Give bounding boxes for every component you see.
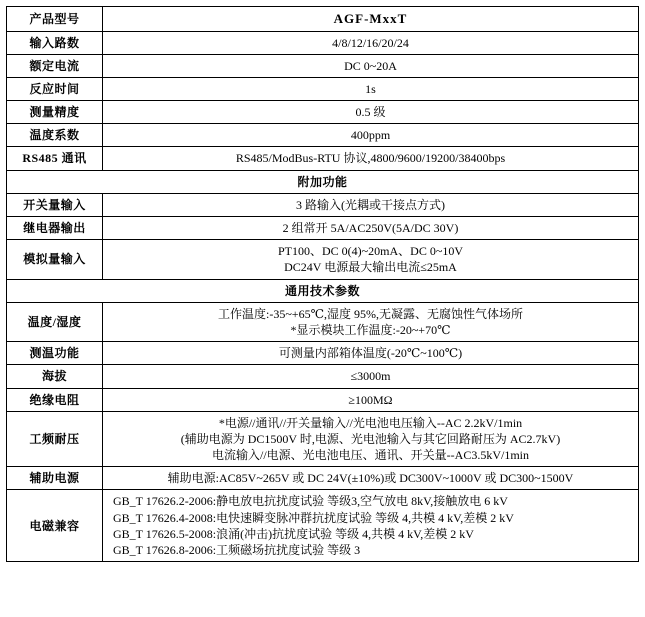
row-value xyxy=(103,411,639,467)
table-row xyxy=(7,54,639,77)
row-value-line: GB_T 17626.4-2008:电快速瞬变脉冲群抗扰度试验 等级 4,共模 4 kV,差模 2 kV xyxy=(113,510,514,525)
row-value: AGF-MxxT xyxy=(103,7,639,32)
table-row xyxy=(7,240,639,279)
table-row xyxy=(7,342,639,365)
table-row xyxy=(7,31,639,54)
row-value-line: GB_T 17626.5-2008:浪涌(冲击)抗扰度试验 等级 4,共模 4 kV,差模 2 kV xyxy=(113,526,474,541)
section-heading: 通用技术参数 xyxy=(7,279,639,302)
row-label: 辅助电源 xyxy=(7,467,103,490)
row-value: 3 路输入(光耦或干接点方式) xyxy=(103,193,639,216)
row-value-line: *显示模块工作温度:-20~+70℃ xyxy=(290,322,451,337)
row-label: 测量精度 xyxy=(7,101,103,124)
table-row xyxy=(7,193,639,216)
row-value: ≤3000m xyxy=(103,365,639,388)
table-row xyxy=(7,217,639,240)
row-value: 400ppm xyxy=(103,124,639,147)
row-value-line: (辅助电源为 DC1500V 时,电源、光电池输入与其它回路耐压为 AC2.7kV) xyxy=(180,431,561,446)
row-value-line: 电流输入//电源、光电池电压、通讯、开关量--AC3.5kV/1min xyxy=(212,448,529,463)
table-section-row xyxy=(7,170,639,193)
table-row xyxy=(7,77,639,100)
row-value-line: DC24V 电源最大输出电流≤25mA xyxy=(284,260,457,275)
row-label: 模拟量输入 xyxy=(7,240,103,279)
row-value-line: 工作温度:-35~+65℃,湿度 95%,无凝露、无腐蚀性气体场所 xyxy=(217,306,523,321)
table-row xyxy=(7,388,639,411)
section-heading: 附加功能 xyxy=(7,170,639,193)
row-label: 产品型号 xyxy=(7,7,103,32)
row-value: 辅助电源:AC85V~265V 或 DC 24V(±10%)或 DC300V~1000V 或 DC300~1500V xyxy=(103,467,639,490)
row-value: ≥100MΩ xyxy=(103,388,639,411)
row-label: 工频耐压 xyxy=(7,411,103,467)
row-label: 电磁兼容 xyxy=(7,490,103,562)
table-row xyxy=(7,101,639,124)
row-value xyxy=(103,490,639,562)
row-label: 温度/湿度 xyxy=(7,302,103,341)
row-value-line: GB_T 17626.8-2006:工频磁场抗扰度试验 等级 3 xyxy=(113,543,361,558)
row-label: 继电器输出 xyxy=(7,217,103,240)
table-row xyxy=(7,467,639,490)
row-value xyxy=(103,302,639,341)
table-row xyxy=(7,302,639,341)
table-row xyxy=(7,7,639,32)
table-row xyxy=(7,490,639,562)
row-label: RS485 通讯 xyxy=(7,147,103,170)
row-value: DC 0~20A xyxy=(103,54,639,77)
table-row xyxy=(7,365,639,388)
specification-table-body xyxy=(7,7,639,562)
specification-table xyxy=(6,6,639,562)
row-label: 绝缘电阻 xyxy=(7,388,103,411)
row-label: 输入路数 xyxy=(7,31,103,54)
table-row xyxy=(7,147,639,170)
row-value xyxy=(103,240,639,279)
row-value: 1s xyxy=(103,77,639,100)
table-row xyxy=(7,124,639,147)
row-value: 可测量内部箱体温度(-20℃~100℃) xyxy=(103,342,639,365)
table-row xyxy=(7,411,639,467)
row-label: 额定电流 xyxy=(7,54,103,77)
table-section-row xyxy=(7,279,639,302)
row-value-line: PT100、DC 0(4)~20mA、DC 0~10V xyxy=(278,244,463,259)
row-label: 温度系数 xyxy=(7,124,103,147)
row-value-line: GB_T 17626.2-2006:静电放电抗扰度试验 等级3,空气放电 8kV,接触放电 6 kV xyxy=(113,494,508,509)
row-label: 海拔 xyxy=(7,365,103,388)
row-label: 测温功能 xyxy=(7,342,103,365)
row-value-line: *电源//通讯//开关量输入//光电池电压输入--AC 2.2kV/1min xyxy=(218,415,523,430)
row-label: 开关量输入 xyxy=(7,193,103,216)
row-value: RS485/ModBus-RTU 协议,4800/9600/19200/38400bps xyxy=(103,147,639,170)
row-value: 2 组常开 5A/AC250V(5A/DC 30V) xyxy=(103,217,639,240)
row-value: 4/8/12/16/20/24 xyxy=(103,31,639,54)
row-value: 0.5 级 xyxy=(103,101,639,124)
row-label: 反应时间 xyxy=(7,77,103,100)
